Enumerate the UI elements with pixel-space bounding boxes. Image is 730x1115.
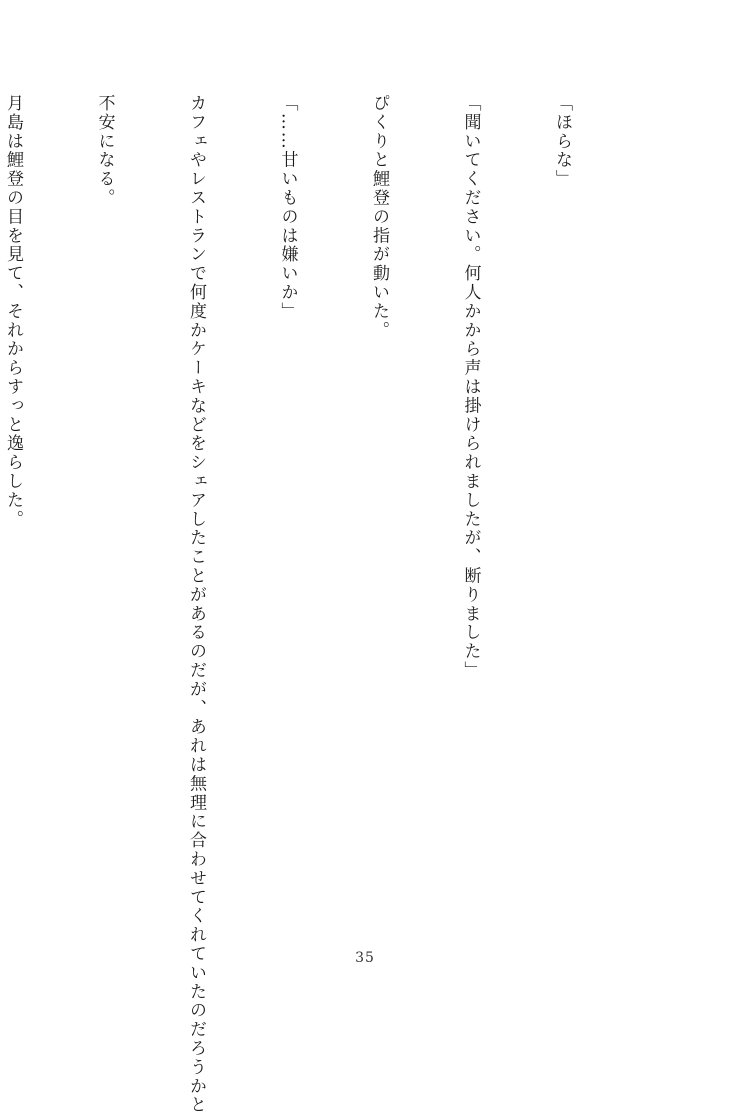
text-line: 「聞いてください。何人かから声は掛けられましたが、断りました」: [460, 94, 481, 680]
text-line: カフェやレストランで何度かケーキなどをシェアしたことがあるのだが、あれは無理に合わせてくれていたのだろうかと: [186, 94, 206, 1115]
text-line: 月島は鯉登の目を見て、それからすっと逸らした。: [3, 94, 23, 529]
text-line: 「ほらな」: [552, 94, 572, 189]
text-line: ぴくりと鯉登の指が動いた。: [369, 94, 389, 340]
text-line: 不安になる。: [94, 94, 115, 208]
page-number: 35: [355, 950, 375, 966]
text-line: 「……甘いものは嫌いか」: [277, 94, 298, 321]
